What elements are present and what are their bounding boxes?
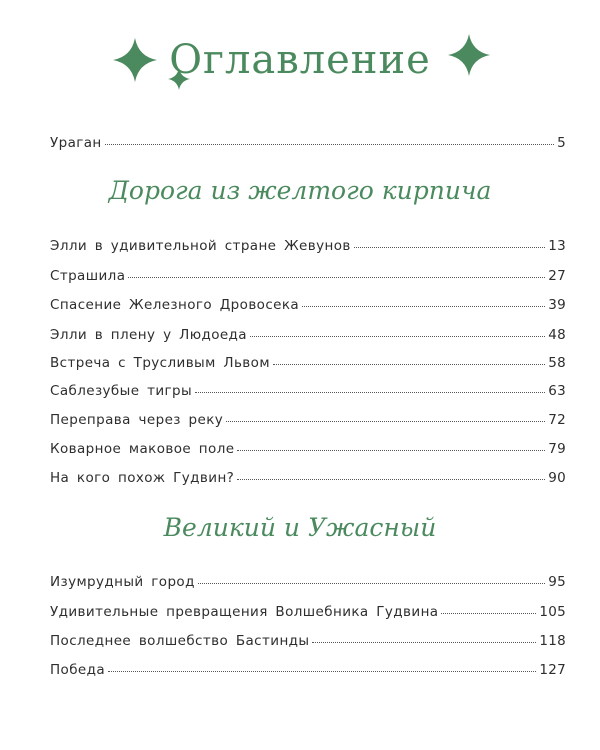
toc-entry[interactable] <box>50 270 566 284</box>
toc-entry-label: Изумрудный город <box>50 574 195 590</box>
toc-entry[interactable] <box>50 329 566 343</box>
toc-entry-page: 90 <box>548 470 566 486</box>
toc-entry[interactable] <box>50 385 566 399</box>
toc-entry-intro[interactable] <box>50 137 566 151</box>
toc-entry-label: На кого похож Гудвин? <box>50 470 235 486</box>
dot-leader <box>273 364 545 365</box>
toc-entry-label: Элли в удивительной стране Жевунов <box>50 238 351 254</box>
dot-leader <box>128 277 545 278</box>
dot-leader <box>237 479 545 480</box>
toc-entry[interactable] <box>50 606 566 620</box>
toc-entry[interactable] <box>50 414 566 428</box>
section-heading-1: Дорога из желтого кирпича <box>108 176 492 205</box>
dot-leader <box>108 671 536 672</box>
toc-entry[interactable] <box>50 357 566 371</box>
section-heading-2: Великий и Ужасный <box>163 513 437 542</box>
dot-leader <box>237 450 545 451</box>
dot-leader <box>198 583 545 584</box>
dot-leader <box>354 247 546 248</box>
toc-entry[interactable] <box>50 443 566 457</box>
toc-entry-label: Победа <box>50 662 106 678</box>
dot-leader <box>302 306 545 307</box>
toc-entry-label: Ураган <box>50 135 102 151</box>
toc-entry-page: 127 <box>539 662 566 678</box>
dot-leader <box>250 336 545 337</box>
toc-entry-page: 95 <box>548 574 566 590</box>
toc-entry-label: Переправа через реку <box>50 412 224 428</box>
toc-entry-label: Последнее волшебство Бастинды <box>50 633 310 649</box>
dot-leader <box>226 421 545 422</box>
toc-entry-page: 63 <box>548 383 566 399</box>
toc-entry[interactable] <box>50 299 566 313</box>
toc-entry-page: 39 <box>548 297 566 313</box>
toc-entry-label: Саблезубые тигры <box>50 383 193 399</box>
toc-entry-page: 27 <box>548 268 566 284</box>
toc-entry-page: 48 <box>548 327 566 343</box>
toc-entry[interactable] <box>50 472 566 486</box>
toc-entry-label: Элли в плену у Людоеда <box>50 327 247 343</box>
dot-leader <box>312 642 536 643</box>
toc-entry-page: 105 <box>539 604 566 620</box>
toc-entry-page: 5 <box>557 135 566 151</box>
toc-entry[interactable] <box>50 576 566 590</box>
toc-entry-label: Встреча с Трусливым Львом <box>50 355 270 371</box>
toc-entry-label: Страшила <box>50 268 126 284</box>
dot-leader <box>105 144 554 145</box>
dot-leader <box>195 392 545 393</box>
page-title: Оглавление <box>169 37 431 83</box>
toc-entry-page: 79 <box>548 441 566 457</box>
toc-entry[interactable] <box>50 635 566 649</box>
toc-entry-page: 13 <box>548 238 566 254</box>
dot-leader <box>441 613 536 614</box>
toc-entry[interactable] <box>50 664 566 678</box>
toc-entry-page: 72 <box>548 412 566 428</box>
toc-entry-page: 58 <box>548 355 566 371</box>
toc-entry-page: 118 <box>539 633 566 649</box>
toc-entry[interactable] <box>50 240 566 254</box>
toc-entry-label: Коварное маковое поле <box>50 441 235 457</box>
toc-entry-label: Удивительные превращения Волшебника Гудвина <box>50 604 439 620</box>
toc-entry-label: Спасение Железного Дровосека <box>50 297 300 313</box>
